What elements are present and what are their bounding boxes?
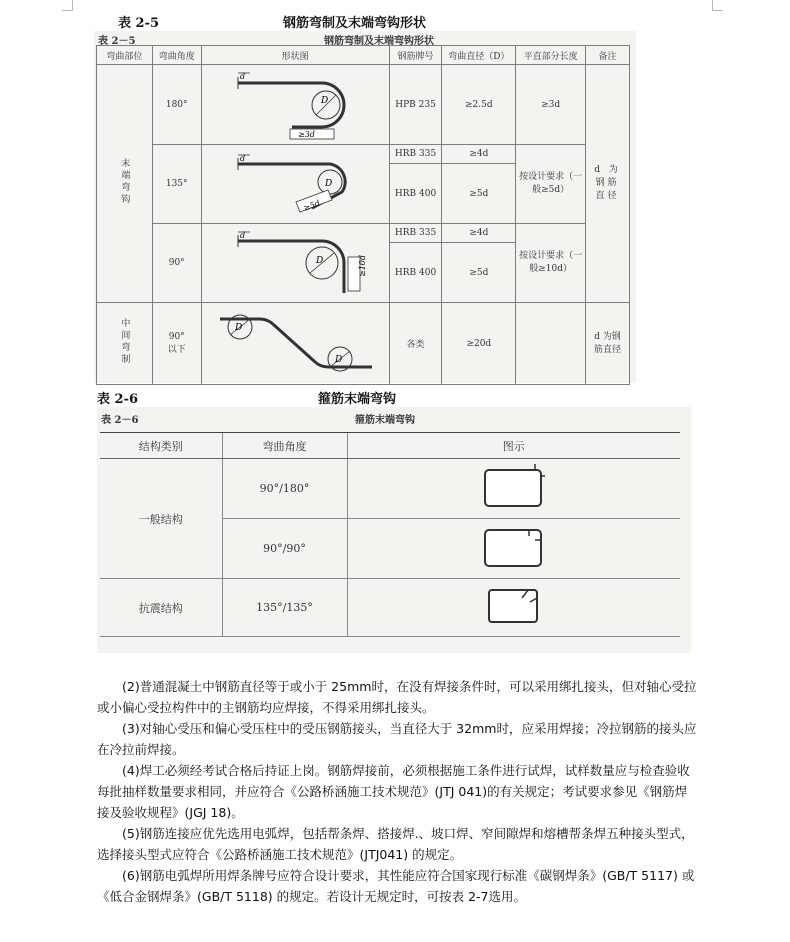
- fig-D-label: D: [321, 96, 329, 106]
- table5-header: 弯曲角度: [152, 46, 201, 65]
- table6-header-row: [100, 433, 680, 459]
- table-row: [100, 579, 680, 637]
- table6-inner-title: 箍筋末端弯钩: [355, 415, 415, 426]
- table5-header: 弯曲直径（D）: [442, 46, 516, 65]
- bend-part-end: 末端弯钩: [119, 158, 130, 206]
- table6-header: 弯曲角度: [222, 433, 347, 459]
- length-cell: 按设计要求（一般≥5d）: [516, 145, 586, 224]
- mid-bend-figure: [202, 303, 388, 381]
- angle-cell: 90°/90°: [222, 519, 347, 579]
- length-cell: 按设计要求（一般≥10d）: [516, 224, 586, 303]
- note-text: d 为钢筋直径: [593, 331, 621, 355]
- fig-length-label: ≥10d: [358, 254, 368, 277]
- fig-length-label: ≥5d: [302, 198, 322, 213]
- paragraph-text: (6)钢筋电弧焊所用焊条牌号应符合设计要求，其性能应符合国家现行标准《碳钢焊条》(GB/T 5117) 或《低合金钢焊条》(GB/T 5118) 的规定。若设计无规定时，可按表 2-7选用。: [97, 868, 695, 904]
- bend-part-cell: [97, 303, 153, 385]
- fig-d-label: d: [240, 230, 246, 240]
- table5-header: 钢筋牌号: [389, 46, 442, 65]
- paragraph-5: [97, 823, 697, 865]
- table-row: [97, 65, 630, 145]
- stirrup-figure-90-90: [347, 519, 680, 579]
- grade-cell: HRB 335: [389, 224, 442, 243]
- page-corner-mark-right: [712, 0, 723, 11]
- page-corner-mark-left: [62, 0, 73, 11]
- paragraph-text: (5)钢筋连接应优先选用电弧焊，包括帮条焊、搭接焊.、坡口焊、窄间隙焊和熔槽帮条焊五种接头型式，选择接头型式应符合《公路桥涵施工技术规范》(JTJ041) 的规定。: [97, 826, 694, 862]
- diameter-cell: ≥5d: [442, 164, 516, 224]
- angle-below-90: 90°以下: [167, 331, 186, 355]
- hook-90-figure: [202, 227, 388, 297]
- bend-part-cell: [97, 65, 153, 303]
- diameter-cell: ≥4d: [442, 224, 516, 243]
- table5: [96, 45, 630, 385]
- note-text: d 为钢筋直径: [594, 165, 621, 201]
- fig-d-label: d: [240, 153, 246, 163]
- stirrup-135-135-icon: [484, 584, 544, 628]
- table6-header: 结构类别: [100, 433, 222, 459]
- bend-part-mid: 中间弯制: [119, 318, 130, 366]
- fig-D-label: D: [316, 255, 324, 266]
- length-cell: [516, 303, 586, 385]
- table-row: [97, 145, 630, 164]
- grade-cell: HRB 400: [389, 243, 442, 303]
- table5-inner-number: 表 2－5: [98, 36, 136, 47]
- paragraph-text: (4)焊工必须经考试合格后持证上岗。钢筋焊接前，必须根据施工条件进行试焊，试样数量应与检查验收每批抽样数量要求相同，并应符合《公路桥涵施工技术规范》(JTJ 041)的有关规定；考试要求参见《钢筋焊接及验收规程》(JGJ 18)。: [97, 763, 690, 820]
- angle-cell: 135°/135°: [222, 579, 347, 637]
- shape-figure-mid: [201, 303, 389, 385]
- paragraph-3: [97, 718, 697, 760]
- fig-D-label: D: [235, 323, 243, 333]
- paragraph-4: [97, 760, 697, 823]
- paragraph-text: (3)对轴心受压和偏心受压柱中的受压钢筋接头，当直径大于 32mm时，应采用焊接；冷拉钢筋的接头应在冷拉前焊接。: [97, 721, 697, 757]
- diameter-cell: ≥5d: [442, 243, 516, 303]
- structure-type-cell: 抗震结构: [100, 579, 222, 637]
- note-cell: [586, 303, 630, 385]
- hook-180-figure: [202, 65, 388, 141]
- grade-cell: HRB 400: [389, 164, 442, 224]
- fig-D-label: D: [335, 355, 343, 365]
- table5-header-row: [97, 46, 630, 65]
- stirrup-90-90-icon: [479, 522, 549, 572]
- paragraph-6: [97, 865, 697, 907]
- table5-header: 形状图: [201, 46, 389, 65]
- shape-figure-90: [201, 224, 389, 303]
- fig-D-label: D: [325, 178, 333, 189]
- note-cell: [586, 65, 630, 303]
- angle-cell: 90°/180°: [222, 459, 347, 519]
- length-cell: ≥3d: [516, 65, 586, 145]
- grade-cell: HPB 235: [389, 65, 442, 145]
- diameter-cell: ≥2.5d: [442, 65, 516, 145]
- table6-caption-title: 箍筋末端弯钩: [318, 392, 397, 407]
- diameter-cell: ≥4d: [442, 145, 516, 164]
- stirrup-90-180-icon: [479, 462, 549, 512]
- angle-cell: 180°: [152, 65, 201, 145]
- table5-caption-number: 表 2-5: [118, 16, 160, 31]
- table5-header: 弯曲部位: [97, 46, 153, 65]
- table5-header: 平直部分长度: [516, 46, 586, 65]
- table-row: [100, 459, 680, 519]
- table6: [100, 432, 680, 637]
- table5-inner-title: 钢筋弯制及末端弯钩形状: [324, 36, 434, 47]
- hook-135-figure: [202, 150, 388, 216]
- angle-cell: 90°: [152, 224, 201, 303]
- table6-header: 图示: [347, 433, 680, 459]
- table5-header: 备注: [586, 46, 630, 65]
- fig-length-label: ≥3d: [298, 130, 316, 139]
- table-row: [97, 224, 630, 243]
- grade-cell: 各类: [389, 303, 442, 385]
- angle-cell: [152, 303, 201, 385]
- structure-type-cell: 一般结构: [100, 459, 222, 579]
- table-row: [97, 303, 630, 385]
- stirrup-figure-135-135: [347, 579, 680, 637]
- grade-cell: HRB 335: [389, 145, 442, 164]
- diameter-cell: ≥20d: [442, 303, 516, 385]
- table6-inner-number: 表 2－6: [101, 415, 139, 426]
- fig-d-label: d: [240, 72, 246, 81]
- stirrup-figure-90-180: [347, 459, 680, 519]
- angle-cell: 135°: [152, 145, 201, 224]
- table6-caption-number: 表 2-6: [97, 392, 139, 407]
- paragraph-2: [97, 676, 697, 718]
- paragraph-text: (2)普通混凝土中钢筋直径等于或小于 25mm时，在没有焊接条件时，可以采用绑扎接头，但对轴心受拉或小偏心受拉构件中的主钢筋均应焊接，不得采用绑扎接头。: [97, 679, 697, 715]
- table5-caption-title: 钢筋弯制及末端弯钩形状: [283, 16, 427, 31]
- shape-figure-180: [201, 65, 389, 145]
- shape-figure-135: [201, 145, 389, 224]
